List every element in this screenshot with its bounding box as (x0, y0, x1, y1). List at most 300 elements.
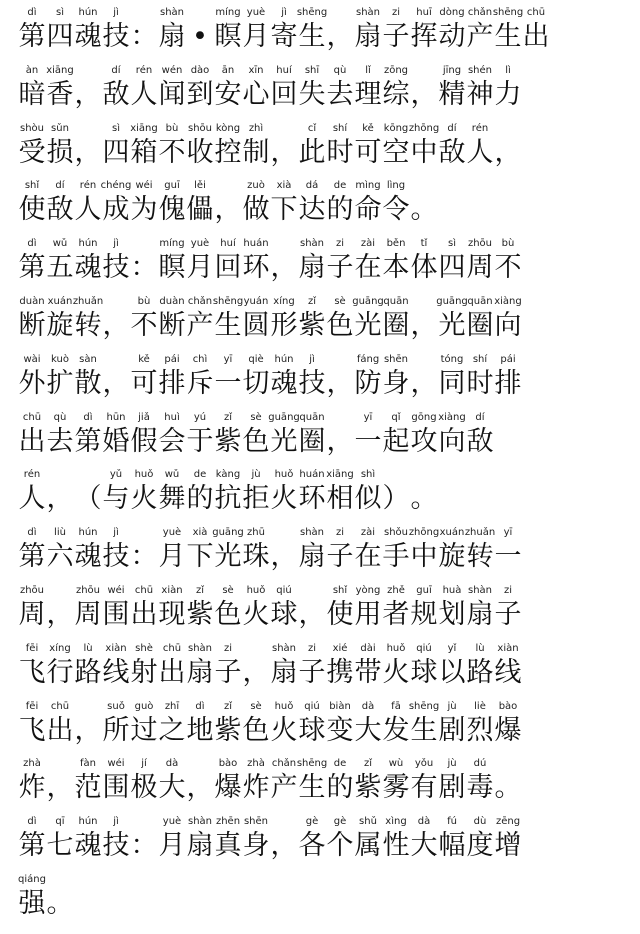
hanzi: 光 (354, 310, 382, 341)
annotated-char (102, 179, 130, 227)
hanzi: ： (130, 830, 158, 862)
hanzi: 香 (46, 78, 74, 110)
pinyin: yú (193, 411, 207, 423)
hanzi: 旋 (46, 310, 74, 341)
pinyin: zhuǎn (72, 296, 104, 307)
hanzi: 围 (102, 599, 130, 630)
annotated-char (214, 700, 242, 748)
pinyin: míng (159, 238, 185, 250)
annotated-char (214, 122, 242, 170)
text-line (18, 873, 640, 921)
hanzi: 线 (494, 656, 522, 688)
annotated-char (46, 468, 74, 516)
hanzi: ， (46, 483, 74, 515)
pinyin: wài (23, 353, 41, 365)
annotated-char (326, 700, 354, 748)
annotated-char (158, 295, 186, 343)
annotated-char (494, 237, 522, 285)
pinyin: qī (55, 816, 65, 828)
annotated-char (74, 179, 102, 227)
annotated-char (242, 468, 270, 516)
hanzi: 出 (46, 714, 74, 746)
pinyin: xiāng (46, 64, 74, 76)
hanzi: 光 (438, 310, 466, 341)
text-line (18, 642, 640, 690)
hanzi: 五 (46, 252, 74, 284)
hanzi: 所 (102, 714, 130, 746)
hanzi: 不 (494, 252, 522, 284)
annotated-char (494, 642, 522, 690)
pinyin: yuè (190, 238, 210, 250)
hanzi: 相 (326, 483, 354, 515)
annotated-char (46, 122, 74, 170)
hanzi: 时 (326, 136, 354, 168)
pinyin: rén (135, 64, 153, 76)
pinyin: fēi (25, 700, 39, 712)
hanzi: 子 (494, 599, 522, 630)
annotated-char (354, 179, 382, 227)
annotated-char (74, 468, 102, 516)
annotated-char (270, 700, 298, 748)
hanzi: 扇 (158, 21, 186, 52)
hanzi: 魂 (74, 830, 102, 862)
hanzi: 生 (494, 21, 522, 52)
annotated-char (270, 6, 298, 54)
pinyin: qù (53, 411, 67, 423)
pinyin: chéng (100, 180, 132, 192)
pinyin: shōu (187, 122, 212, 134)
hanzi: 环 (242, 252, 270, 284)
pinyin: pái (500, 353, 516, 365)
annotated-char (326, 237, 354, 285)
annotated-char (410, 642, 438, 690)
annotated-char (382, 700, 410, 748)
annotated-char (298, 122, 326, 170)
pinyin: zi (307, 642, 317, 654)
pinyin: shēn (383, 353, 409, 365)
annotated-char (186, 122, 214, 170)
pinyin: yòng (355, 585, 381, 596)
annotated-char (214, 295, 242, 343)
pinyin: suǒ (107, 700, 125, 712)
hanzi: 的 (326, 772, 354, 804)
pinyin: liù (54, 527, 66, 539)
annotated-char (438, 237, 466, 285)
annotated-char (158, 411, 186, 459)
annotated-char (438, 642, 466, 690)
annotated-char (410, 6, 438, 54)
annotated-char (438, 815, 466, 863)
annotated-char (270, 179, 298, 227)
hanzi: ） (382, 483, 410, 515)
annotated-char (18, 700, 46, 748)
pinyin: bù (137, 296, 151, 307)
hanzi: 子 (382, 21, 410, 52)
annotated-char (494, 815, 522, 863)
text-line (18, 179, 640, 227)
hanzi: 。 (410, 483, 438, 515)
hanzi: ， (74, 714, 102, 746)
annotated-char (410, 237, 438, 285)
annotated-char (326, 526, 354, 574)
hanzi: 技 (102, 252, 130, 284)
pinyin: shēng (296, 7, 328, 18)
hanzi: 身 (382, 367, 410, 399)
pinyin: guāng (352, 296, 384, 307)
hanzi: 人 (18, 483, 46, 515)
hanzi: 子 (326, 252, 354, 284)
text-line (18, 353, 640, 401)
pinyin: shì (360, 469, 376, 481)
text-line (18, 237, 640, 285)
pinyin: dào (190, 64, 210, 76)
annotated-char (354, 757, 382, 805)
hanzi: 环 (298, 483, 326, 515)
annotated-char (74, 700, 102, 748)
text-line (18, 6, 640, 54)
text-line (18, 411, 640, 459)
pinyin: yuè (162, 816, 182, 828)
pinyin: zhà (247, 758, 265, 770)
pinyin: sì (56, 7, 64, 18)
hanzi: ， (186, 772, 214, 804)
hanzi: 综 (382, 78, 410, 110)
pinyin: jì (113, 238, 119, 250)
pinyin: fā (391, 700, 401, 712)
hanzi: 断 (158, 310, 186, 341)
annotated-char (130, 411, 158, 459)
hanzi: 向 (438, 425, 466, 457)
hanzi: ， (326, 21, 354, 52)
annotated-char (158, 353, 186, 401)
pinyin: jì (281, 7, 287, 18)
hanzi: 生 (298, 772, 326, 804)
hanzi: 发 (382, 714, 410, 746)
annotated-char (354, 584, 382, 632)
hanzi: 外 (18, 367, 46, 399)
pinyin: qǐ (391, 411, 401, 423)
hanzi: 挥 (410, 21, 438, 52)
annotated-char (214, 757, 242, 805)
hanzi: 出 (130, 599, 158, 630)
pinyin: xià (276, 180, 292, 192)
annotated-char (74, 237, 102, 285)
annotated-char (466, 295, 494, 343)
annotated-char (466, 815, 494, 863)
hanzi: 可 (354, 136, 382, 168)
pinyin: zǐ (223, 700, 233, 712)
hanzi: 婚 (102, 425, 130, 457)
hanzi: ， (326, 367, 354, 399)
pinyin: huí (276, 64, 292, 76)
annotated-char (466, 6, 494, 54)
pinyin: wǔ (52, 238, 68, 250)
pinyin: guī (416, 585, 432, 596)
annotated-char (46, 6, 74, 54)
hanzi: 散 (74, 367, 102, 399)
pinyin: zǐ (223, 411, 233, 423)
pinyin: xíng (49, 642, 71, 654)
annotated-char (46, 873, 74, 921)
annotated-char (298, 584, 326, 632)
hanzi: 力 (494, 78, 522, 110)
hanzi: 强 (18, 888, 46, 919)
annotated-char (74, 757, 102, 805)
hanzi: 者 (382, 599, 410, 630)
annotated-char (158, 468, 186, 516)
annotated-char (18, 179, 46, 227)
hanzi: 时 (466, 367, 494, 399)
annotated-char (214, 179, 242, 227)
pinyin: dà (417, 816, 431, 828)
hanzi: 第 (18, 830, 46, 862)
annotated-char (242, 6, 270, 54)
hanzi: 去 (46, 425, 74, 457)
pinyin: chǎn (467, 7, 493, 18)
hanzi: 在 (354, 252, 382, 284)
hanzi: 闻 (158, 78, 186, 110)
pinyin: qù (333, 64, 347, 76)
hanzi: ， (242, 656, 270, 688)
pinyin: huī (416, 7, 432, 18)
hanzi: 产 (466, 21, 494, 52)
annotated-char (270, 468, 298, 516)
hanzi: 令 (382, 194, 410, 226)
pinyin: shǐ (24, 180, 40, 192)
pinyin: zi (335, 527, 345, 539)
hanzi: 似 (354, 483, 382, 515)
hanzi: 带 (354, 656, 382, 688)
annotated-char (298, 700, 326, 748)
pinyin: sǔn (51, 122, 69, 134)
pinyin: gōng (411, 411, 437, 423)
annotated-char (18, 6, 46, 54)
hanzi: 紫 (214, 425, 242, 457)
annotated-char (494, 122, 522, 170)
hanzi: 旋 (438, 541, 466, 573)
hanzi: 爆 (494, 714, 522, 746)
annotated-char (326, 757, 354, 805)
pinyin: shī (304, 64, 320, 76)
pinyin: dì (195, 700, 205, 712)
hanzi: 抗 (214, 483, 242, 515)
pinyin: kōng (383, 122, 409, 134)
pinyin: chū (50, 700, 70, 712)
hanzi: 增 (494, 830, 522, 862)
hanzi: 去 (326, 78, 354, 110)
annotated-char (242, 64, 270, 112)
annotated-char (130, 353, 158, 401)
annotated-char (46, 237, 74, 285)
annotated-char (326, 295, 354, 343)
hanzi: 回 (214, 252, 242, 284)
pinyin: hūn (106, 411, 126, 423)
hanzi: 火 (130, 483, 158, 515)
pinyin: huǒ (274, 700, 294, 712)
text-line (18, 815, 640, 863)
annotated-char (326, 584, 354, 632)
hanzi: ： (130, 252, 158, 284)
annotated-char (46, 64, 74, 112)
hanzi: 色 (214, 599, 242, 630)
pinyin: ān (221, 64, 235, 76)
pinyin: cǐ (307, 122, 317, 134)
annotated-char (438, 411, 466, 459)
pinyin: bù (165, 122, 179, 134)
pinyin: kàng (215, 469, 241, 481)
annotated-char (130, 237, 158, 285)
hanzi: 行 (46, 656, 74, 688)
hanzi: ， (46, 599, 74, 630)
pinyin: yǔ (109, 469, 123, 481)
hanzi: 个 (326, 830, 354, 862)
pinyin: dá (305, 180, 319, 192)
hanzi: 人 (466, 136, 494, 168)
hanzi: ， (102, 367, 130, 399)
hanzi: 魂 (74, 541, 102, 573)
pinyin: liè (474, 700, 486, 712)
hanzi: 射 (130, 656, 158, 688)
pinyin: shàn (355, 7, 380, 18)
annotated-char (46, 353, 74, 401)
pinyin: huì (164, 411, 180, 423)
annotated-char (102, 411, 130, 459)
hanzi: 不 (158, 136, 186, 168)
hanzi: 精 (438, 78, 466, 110)
pinyin: hún (274, 353, 294, 365)
pinyin: xīn (248, 64, 264, 76)
annotated-char (326, 815, 354, 863)
hanzi: 形 (270, 310, 298, 341)
hanzi: 球 (410, 656, 438, 688)
annotated-char (214, 815, 242, 863)
hanzi: 排 (158, 367, 186, 399)
pinyin: bào (218, 758, 238, 770)
hanzi: 飞 (18, 656, 46, 688)
pinyin: shēng (492, 7, 524, 18)
annotated-char (18, 237, 46, 285)
annotated-char (438, 757, 466, 805)
hanzi: 扩 (46, 367, 74, 399)
annotated-char (46, 526, 74, 574)
annotated-char (466, 642, 494, 690)
hanzi: 变 (326, 714, 354, 746)
annotated-char (410, 700, 438, 748)
pinyin: shàn (187, 642, 212, 654)
pinyin: jì (309, 353, 315, 365)
annotated-char (46, 411, 74, 459)
hanzi: 同 (438, 367, 466, 399)
hanzi: 以 (438, 656, 466, 688)
hanzi: 珠 (242, 541, 270, 573)
pinyin: jiǎ (138, 411, 150, 423)
annotated-char (74, 6, 102, 54)
hanzi: 出 (158, 656, 186, 688)
hanzi: 光 (270, 425, 298, 457)
annotated-char (102, 295, 130, 343)
annotated-char (130, 700, 158, 748)
pinyin: zōng (383, 64, 409, 76)
hanzi: 魂 (74, 252, 102, 284)
pinyin: rén (79, 180, 97, 192)
hanzi: 炸 (18, 772, 46, 804)
hanzi: 有 (410, 772, 438, 804)
annotated-char (298, 179, 326, 227)
pinyin: fáng (356, 353, 380, 365)
pinyin: huà (442, 585, 462, 596)
hanzi: 第 (18, 21, 46, 52)
hanzi: 地 (186, 714, 214, 746)
pinyin: wén (161, 64, 183, 76)
hanzi: ， (270, 541, 298, 573)
hanzi: 箱 (130, 136, 158, 168)
pinyin: yǒu (414, 758, 434, 770)
annotated-char (410, 353, 438, 401)
pinyin: zǐ (195, 585, 205, 596)
annotated-char (466, 64, 494, 112)
pinyin: duàn (159, 296, 185, 307)
hanzi: 断 (18, 310, 46, 341)
hanzi: 技 (298, 367, 326, 399)
annotated-char (102, 526, 130, 574)
pinyin: jù (447, 700, 457, 712)
hanzi: 技 (102, 21, 130, 52)
pinyin: qiú (276, 585, 292, 596)
annotated-char (18, 353, 46, 401)
pinyin: shàn (467, 585, 492, 596)
pinyin: fēi (25, 642, 39, 654)
annotated-char (130, 179, 158, 227)
annotated-char (186, 815, 214, 863)
annotated-char (18, 64, 46, 112)
annotated-char (494, 526, 522, 574)
pinyin: shàn (271, 642, 296, 654)
hanzi: 剧 (438, 714, 466, 746)
hanzi: 扇 (298, 252, 326, 284)
hanzi: 敌 (466, 425, 494, 457)
annotated-char (74, 642, 102, 690)
annotated-char (130, 6, 158, 54)
pinyin: dì (27, 816, 37, 828)
hanzi: 四 (438, 252, 466, 284)
pinyin: yuán (243, 296, 269, 307)
pinyin: dú (473, 758, 487, 770)
hanzi: 球 (270, 599, 298, 630)
hanzi: 火 (270, 714, 298, 746)
pinyin: dài (360, 642, 376, 654)
hanzi: 色 (242, 714, 270, 746)
annotated-char (466, 353, 494, 401)
pinyin: sì (448, 238, 456, 250)
annotated-char (466, 700, 494, 748)
annotated-char (46, 757, 74, 805)
hanzi: 技 (102, 830, 130, 862)
annotated-char (74, 526, 102, 574)
hanzi: 会 (158, 425, 186, 457)
annotated-char (102, 353, 130, 401)
pinyin: huán (243, 238, 269, 250)
hanzi: 紫 (214, 714, 242, 746)
annotated-char (494, 6, 522, 54)
pinyin: chǎn (271, 758, 297, 770)
pinyin: sì (112, 122, 120, 134)
pinyin: zi (391, 7, 401, 18)
pinyin: kě (362, 122, 374, 134)
annotated-char (46, 295, 74, 343)
pinyin: guāng (212, 527, 244, 539)
pinyin: zhōng (408, 527, 440, 539)
hanzi: 规 (410, 599, 438, 630)
